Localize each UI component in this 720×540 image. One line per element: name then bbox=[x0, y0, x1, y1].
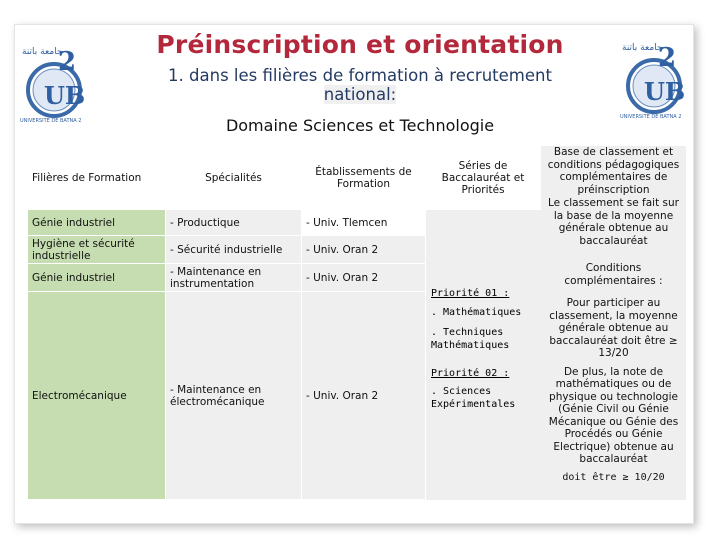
header-filieres: Filières de Formation bbox=[28, 146, 166, 210]
row4-filiere: Electromécanique bbox=[28, 292, 166, 500]
row2-etablissement: - Univ. Oran 2 bbox=[302, 236, 426, 264]
header-etablissements: Établissements de Formation bbox=[302, 146, 426, 210]
priorite-2-label: Priorité 02 : bbox=[431, 368, 510, 379]
subtitle-line-1: 1. dans les filières de formation à recrutement bbox=[168, 66, 552, 85]
logo-letters: UB bbox=[44, 81, 86, 110]
logo-numeral: 2 bbox=[658, 43, 677, 73]
conditions-label: Conditions complémentaires : bbox=[564, 262, 663, 287]
row3-specialite: - Maintenance en instrumentation bbox=[166, 264, 302, 292]
condition-2-end: doit être ≥ 10/20 bbox=[562, 471, 665, 483]
base-classement-text: Le classement se fait sur la base de la moyenne générale obtenue au baccalauréat bbox=[548, 197, 679, 247]
page-title: Préinscription et orientation bbox=[156, 30, 564, 59]
logo-caption: UNIVERSITE DE BATNA 2 bbox=[620, 114, 682, 120]
row1-etablissement: - Univ. Tlemcen bbox=[302, 210, 426, 236]
row1-specialite: - Productique bbox=[166, 210, 302, 236]
row2-specialite: - Sécurité industrielle bbox=[166, 236, 302, 264]
header-base: Base de classement et conditions pédagogiques complémentaires de préinscription bbox=[547, 146, 680, 196]
row3-filiere: Génie industriel bbox=[28, 264, 166, 292]
subtitle-line-2: national: bbox=[323, 85, 397, 104]
priorite-1-item-2: . Techniques Mathématiques bbox=[431, 327, 510, 351]
condition-2: De plus, la note de mathématiques ou de physique ou technologie (Génie Civil ou Génie Mécanique ou Génie des Procédés ou Génie Electrique) obtenue au baccalauréat bbox=[548, 365, 679, 465]
logo-numeral: 2 bbox=[58, 47, 77, 77]
logo-letters: UB bbox=[644, 77, 686, 106]
page-subtitle bbox=[100, 66, 620, 104]
orientation-table bbox=[28, 146, 686, 500]
row4-etablissement: - Univ. Oran 2 bbox=[302, 292, 426, 500]
logo-arabic: جامعة باتنة bbox=[622, 43, 663, 53]
row1-filiere: Génie industriel bbox=[28, 210, 166, 236]
row3-etablissement: - Univ. Oran 2 bbox=[302, 264, 426, 292]
base-classement-column bbox=[541, 146, 686, 500]
row4-specialite: - Maintenance en électromécanique bbox=[166, 292, 302, 500]
row2-filiere: Hygiène et sécurité industrielle bbox=[28, 236, 166, 264]
header-specialites: Spécialités bbox=[166, 146, 302, 210]
condition-1: Pour participer au classement, la moyenne générale obtenue au baccalauréat doit être ≥ 13/20 bbox=[549, 297, 678, 359]
logo-caption: UNIVERSITE DE BATNA 2 bbox=[20, 118, 82, 124]
priorite-1-item-1: . Mathématiques bbox=[431, 307, 522, 318]
priorite-1-label: Priorité 01 : bbox=[431, 288, 510, 299]
header-series: Séries de Baccalauréat et Priorités bbox=[426, 146, 541, 210]
logo-arabic: جامعة باتنة bbox=[22, 47, 63, 57]
domain-heading: Domaine Sciences et Technologie bbox=[225, 116, 495, 135]
priorite-2-item-1: . Sciences Expérimentales bbox=[431, 386, 516, 410]
